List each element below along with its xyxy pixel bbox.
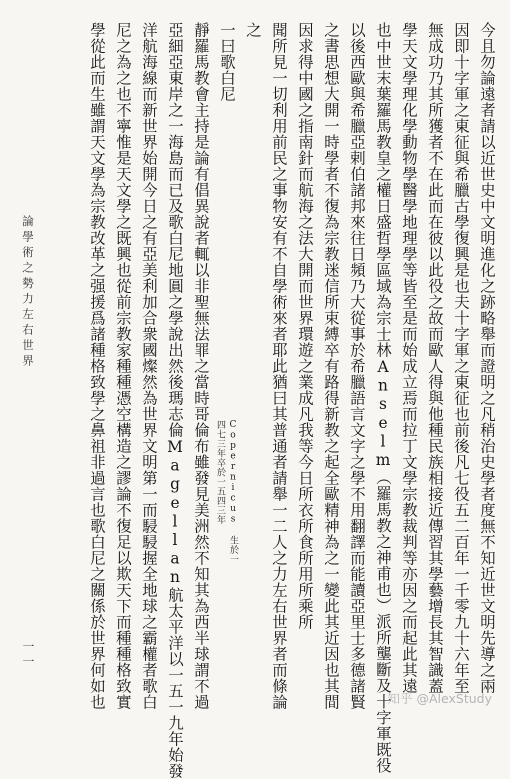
text-column: 因即十字軍之東征與希臘古學復興是也夫十字軍之東征也前後凡七役五二百年一千零九十六年至 [452, 22, 470, 694]
text-column: 之 [244, 22, 262, 38]
page-number: 一一 [21, 640, 35, 670]
text-column: 尼之為之也不寧惟是天文學之既興也從前宗教家種種憑空構造之謬論不復足以欺天下而種種格致實 [114, 22, 132, 710]
text-column: 亞細亞東岸之一海島而已及歌白尼地圓之學說出然後瑪志倫Magellan航太平洋以一五一九年始發 [166, 22, 184, 779]
text-column: 以後西歐與希臘亞剌伯諸邦來往日頻乃大從事於希臘語言文字之學不用翻譯而能讀亞里士多德諸賢 [348, 22, 366, 710]
text-column: 之書思想大開一時學者不復為宗教迷信所束縛卒有路得新教之起全歐精神為之一變此其近因也其間 [322, 22, 340, 710]
running-head: 論學術之勢力左右世界 [21, 215, 35, 370]
text-column: 聞所見一切利用前民之事物安有不自學術來者耶此猶曰其普通者請舉一二人之力左右世界者而條論 [270, 22, 288, 710]
text-column: 靜羅馬教會主持是論有倡異說者輒以非聖無法罪之當時哥倫布雖發見美洲然不知其為西半球謂不過 [192, 22, 210, 710]
text-column: 因求得中國之指南針而航海之法大開而世界環遊之業成凡我等今日所衣所食所用所乘所 [296, 22, 314, 630]
text-column: 無成功乃其所獲者不在此而在彼以此役之故而歐人得與他種民族相接近傳習其學藝增長其智識蓋 [426, 22, 444, 694]
text-column: 學從此而生雖謂天文學為宗教改革之强援爲諸種格致學之鼻祖非過言也歌白尼之關係於世界何如也 [88, 22, 106, 710]
text-column: 也中世末葉羅馬教皇之權日盛哲學區域為宗士林Anselm（羅馬教之神甫也）派所壟斷及十字軍既役 [374, 22, 392, 774]
marginal-note: Copernicus 生於一四七三年卒於一五四三年 [215, 420, 238, 564]
section-heading: 一曰歌白尼 [218, 22, 236, 102]
text-column: 學天文學理化學動物學醫學地理學等皆至是而始成立焉而拉丁文學宗教裁判等亦因之而起此其遠 [400, 22, 418, 694]
watermark: 知乎 @AlexStudy [387, 691, 492, 706]
text-column: 洋航海線而新世界始開今日之有亞美利加合衆國燦然為世界文明第一而駸駸握全地球之霸權者歌白 [140, 22, 158, 710]
text-column: 今且勿論遠者請以近世史中文明進化之跡略舉而證明之凡稍治史學者度無不知近世文明先導之兩 [478, 22, 496, 694]
